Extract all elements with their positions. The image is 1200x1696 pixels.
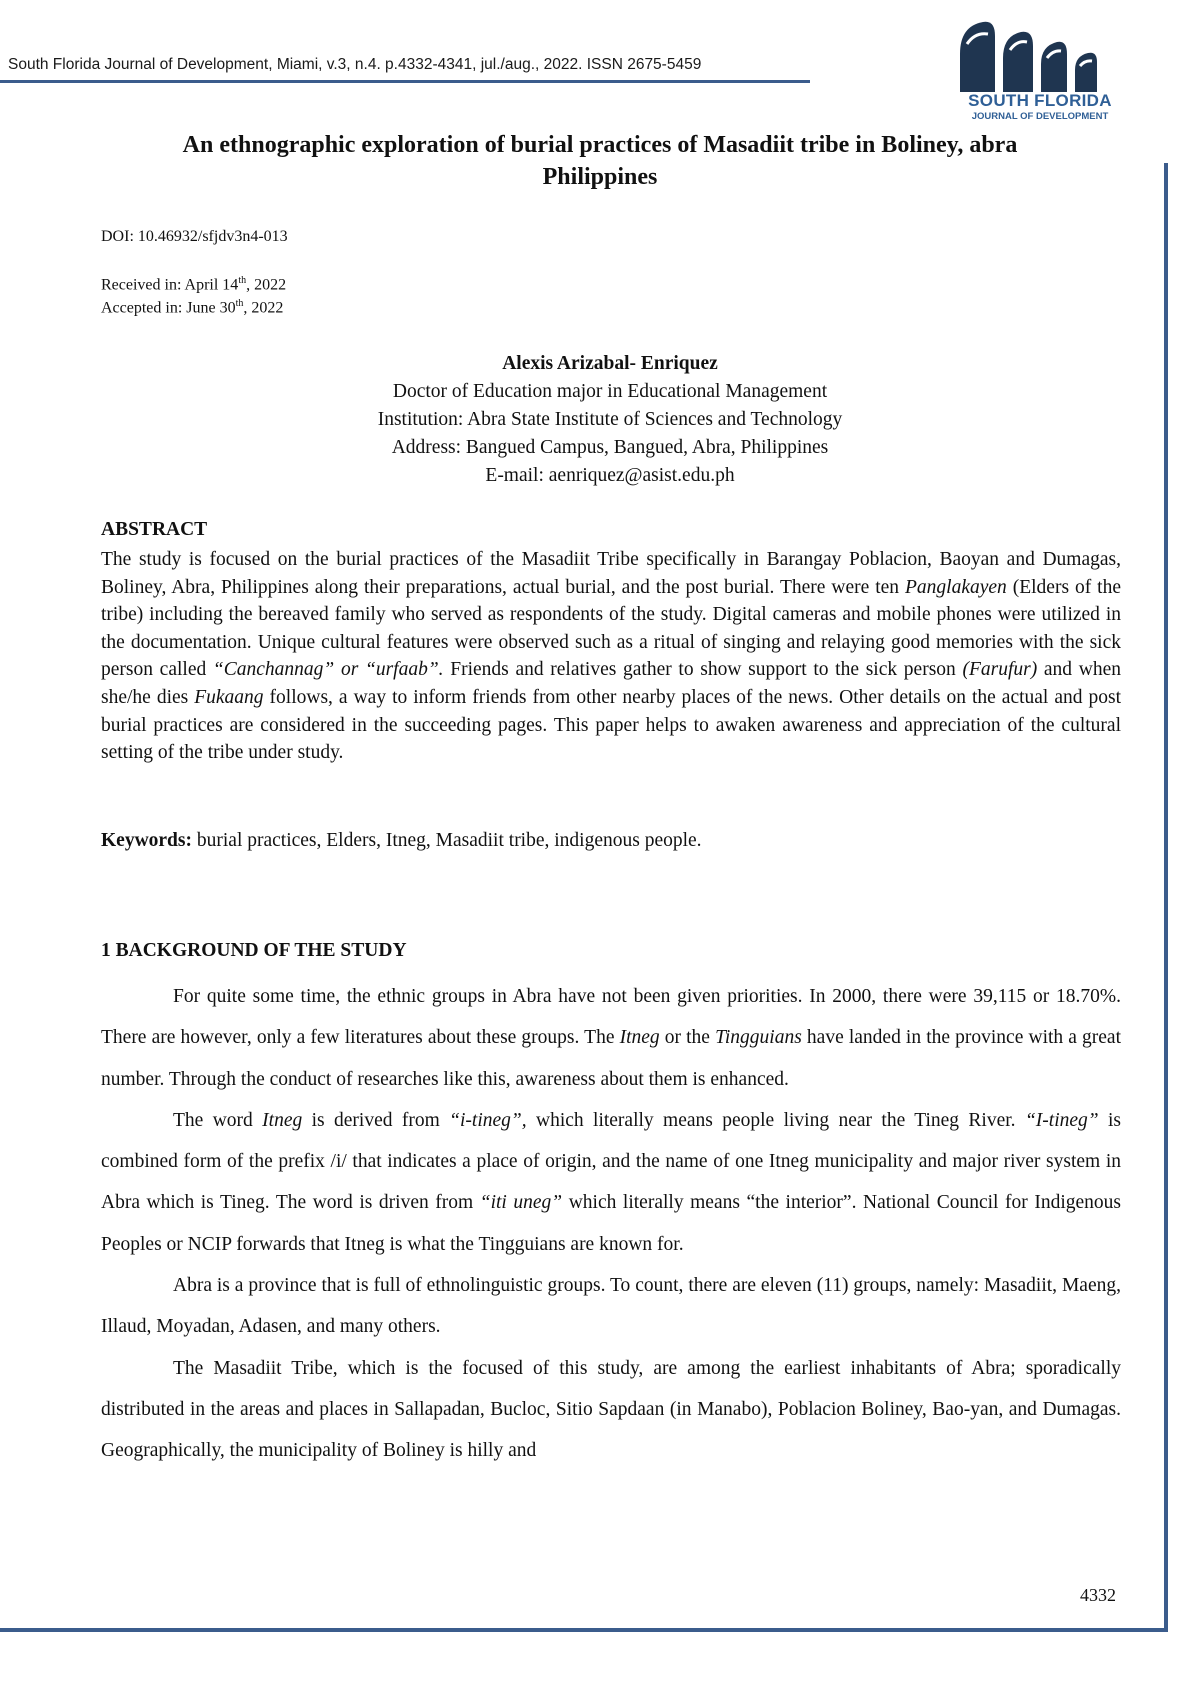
received-date — [101, 275, 286, 294]
author-email[interactable]: E-mail: aenriquez@asist.edu.ph — [485, 465, 735, 486]
header-rule — [0, 80, 810, 83]
paragraph: For quite some time, the ethnic groups in Abra have not been given priorities. In 2000, there were 39,115 or 18.70%. There are however, only a few literatures about these groups. The Itneg or the Tingguians have landed in the province with a great number. Through the conduct of researches like this, awareness about them is enhanced. — [101, 986, 1122, 1090]
paragraph: Abra is a province that is full of ethnolinguistic groups. To count, there are eleven (11) groups, namely: Masadiit, Maeng, Illaud, Moyadan, Adasen, and many others. — [101, 1275, 1121, 1338]
keywords-label: Keywords: — [101, 830, 192, 851]
author-address: Address: Bangued Campus, Bangued, Abra, Philippines — [391, 437, 829, 458]
journal-logo — [955, 14, 1125, 126]
page-frame-right — [1164, 163, 1168, 1632]
received-date-year: , 2022 — [246, 276, 287, 294]
author-block — [250, 350, 970, 490]
author-institution: Institution: Abra State Institute of Sciences and Technology — [377, 409, 843, 430]
paper-title — [100, 129, 1100, 193]
accepted-date-text: Accepted in: June 30 — [101, 299, 236, 317]
author-name: Alexis Arizabal- Enriquez — [502, 353, 718, 374]
author-degree: Doctor of Education major in Educational Management — [392, 381, 828, 402]
doi: DOI: 10.46932/sfjdv3n4-013 — [101, 228, 288, 245]
logo-text-primary: SOUTH FLORIDA — [968, 91, 1112, 110]
paper-title-line2: Philippines — [542, 164, 658, 190]
page-number: 4332 — [1080, 1585, 1116, 1605]
journal-citation: South Florida Journal of Development, Miami, v.3, n.4. p.4332-4341, jul./aug., 2022. ISSN 2675-5459 — [8, 56, 702, 73]
abstract-text: The study is focused on the burial practices of the Masadiit Tribe specifically in Barangay Poblacion, Baoyan and Dumagas, Boliney, Abra, Philippines along their preparations, actual burial, and the post burial. There were ten Panglakayen (Elders of the tribe) including the bereaved family who served as respondents of the study. Digital cameras and mobile phones were utilized in the documentation. Unique cultural features were observed such as a ritual of singing and relaying good memories with the sick person called “Canchannag” or “urfaab”. Friends and relatives gather to show support to the sick person (Farufur) and when she/he dies Fukaang follows, a way to inform friends from other nearby places of the news. Other details on the actual and post burial practices are considered in the succeeding pages. This paper helps to awaken awareness and appreciation of the cultural setting of the tribe under study. — [101, 549, 1121, 764]
paragraph: The word Itneg is derived from “i-tineg”, which literally means people living near the Tineg River. “I-tineg” is combined form of the prefix /i/ that indicates a place of origin, and the name of one Itneg municipality and major river system in Abra which is Tineg. The word is driven from “iti uneg” which literally means “the interior”. National Council for Indigenous Peoples or NCIP forwards that Itneg is what the Tingguians are known for. — [101, 1109, 1121, 1255]
page-frame-bottom — [0, 1628, 1168, 1632]
accepted-date-year: , 2022 — [243, 299, 284, 317]
keywords — [101, 830, 1121, 852]
journal-logo-mark — [955, 14, 1125, 94]
accepted-date — [101, 298, 283, 317]
accepted-date-ordinal: th — [235, 298, 244, 309]
section-heading: 1 BACKGROUND OF THE STUDY — [101, 940, 407, 961]
paper-title-line1: An ethnographic exploration of burial practices of Masadiit tribe in Boliney, abra — [182, 132, 1018, 158]
keywords-list: burial practices, Elders, Itneg, Masadiit tribe, indigenous people. — [192, 830, 702, 851]
received-date-ordinal: th — [238, 275, 247, 286]
paragraph: The Masadiit Tribe, which is the focused of this study, are among the earliest inhabitants of Abra; sporadically distributed in the areas and places in Sallapadan, Bucloc, Sitio Sapdaan (in Manabo), Poblacion Boliney, Bao-yan, and Dumagas. Geographically, the municipality of Boliney is hilly and — [101, 1357, 1121, 1462]
received-date-text: Received in: April 14 — [101, 276, 239, 294]
section-body — [101, 976, 1121, 1472]
abstract-heading: ABSTRACT — [101, 519, 208, 540]
logo-text-secondary: JOURNAL OF DEVELOPMENT — [971, 111, 1109, 122]
